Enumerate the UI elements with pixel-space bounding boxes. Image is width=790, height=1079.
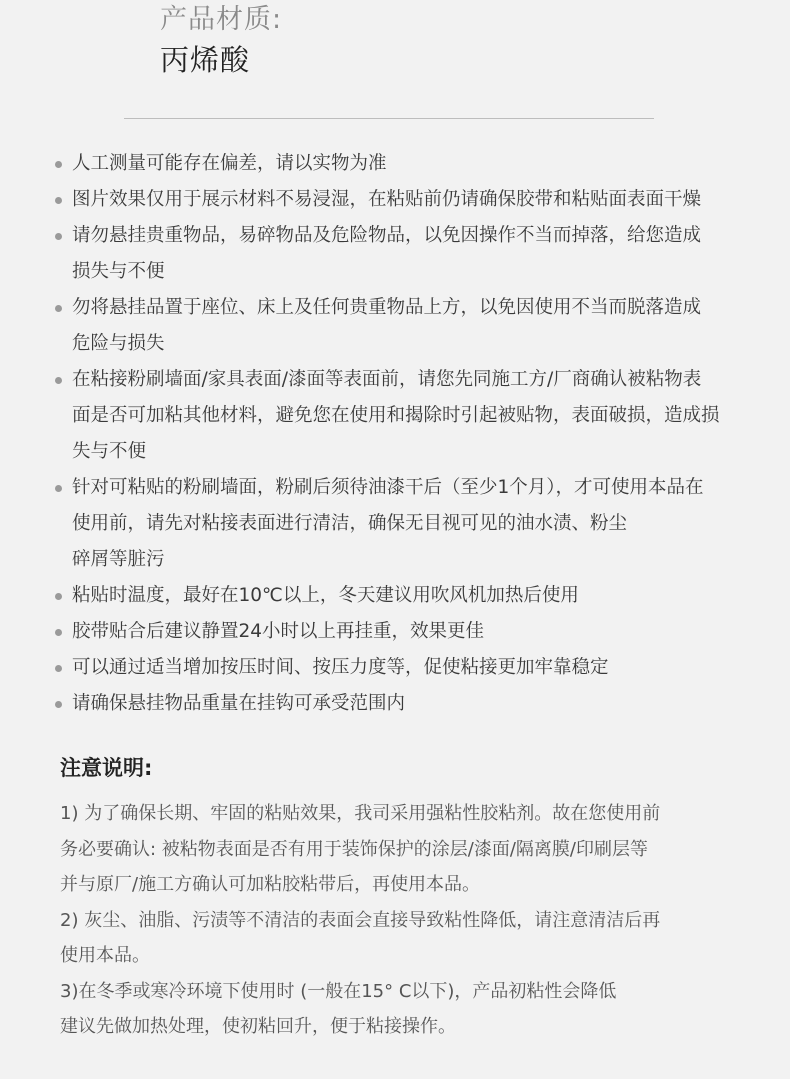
precaution-line: 请勿悬挂贵重物品，易碎物品及危险物品，以免因操作不当而掉落，给您造成 xyxy=(72,225,702,246)
precautions-list xyxy=(55,146,775,722)
precaution-line: 损失与不便 xyxy=(72,261,165,282)
material-label: 产品材质: xyxy=(160,4,283,35)
precaution-line: 危险与损失 xyxy=(72,333,165,354)
notice-line: 1) 为了确保长期、牢固的粘贴效果，我司采用强粘性胶粘剂。故在您使用前 xyxy=(60,803,661,824)
notice-line: 建议先做加热处理，使初粘回升，便于粘接操作。 xyxy=(60,1016,456,1037)
precaution-item xyxy=(55,362,775,470)
bullet-dot-icon xyxy=(55,377,62,384)
precaution-item xyxy=(55,650,775,686)
precaution-item xyxy=(55,218,775,290)
bullet-dot-icon xyxy=(55,233,62,240)
bullet-dot-icon xyxy=(55,593,62,600)
precaution-line: 可以通过适当增加按压时间、按压力度等，促使粘接更加牢靠稳定 xyxy=(72,657,609,678)
precaution-line: 请确保悬挂物品重量在挂钩可承受范围内 xyxy=(72,693,406,714)
precaution-item xyxy=(55,182,775,218)
precaution-line: 失与不便 xyxy=(72,441,147,462)
precaution-line: 针对可粘贴的粉刷墙面，粉刷后须待油漆干后（至少1个月），才可使用本品在 xyxy=(72,477,704,498)
precaution-item xyxy=(55,470,775,578)
precaution-item xyxy=(55,146,775,182)
notice-line: 务必要确认: 被粘物表面是否有用于装饰保护的涂层/漆面/隔离膜/印刷层等 xyxy=(60,838,648,860)
precaution-line: 在粘接粉刷墙面/家具表面/漆面等表面前，请您先同施工方/厂商确认被粘物表 xyxy=(72,369,702,390)
bullet-dot-icon xyxy=(55,701,62,708)
notice-body xyxy=(60,796,760,1045)
material-value: 丙烯酸 xyxy=(160,43,251,77)
section-divider xyxy=(124,118,654,119)
bullet-dot-icon xyxy=(55,665,62,672)
notice-line: 3)在冬季或寒冷环境下使用时 (一般在15° C以下)，产品初粘性会降低 xyxy=(60,980,617,1002)
precaution-item xyxy=(55,578,775,614)
notice-heading: 注意说明: xyxy=(60,756,153,780)
precaution-item xyxy=(55,614,775,650)
notice-line: 并与原厂/施工方确认可加粘胶粘带后，再使用本品。 xyxy=(60,874,481,895)
notice-line: 2) 灰尘、油脂、污渍等不清洁的表面会直接导致粘性降低，请注意清洁后再 xyxy=(60,909,661,931)
precaution-line: 面是否可加粘其他材料，避免您在使用和揭除时引起被贴物，表面破损，造成损 xyxy=(72,405,720,426)
notice-line: 使用本品。 xyxy=(60,945,150,966)
precaution-line: 人工测量可能存在偏差，请以实物为准 xyxy=(72,153,387,174)
bullet-dot-icon xyxy=(55,629,62,636)
precaution-line: 粘贴时温度，最好在10℃以上，冬天建议用吹风机加热后使用 xyxy=(72,585,579,606)
precaution-item xyxy=(55,290,775,362)
precaution-line: 勿将悬挂品置于座位、床上及任何贵重物品上方，以免因使用不当而脱落造成 xyxy=(72,297,702,318)
precaution-line: 胶带贴合后建议静置24小时以上再挂重，效果更佳 xyxy=(72,621,485,642)
precaution-item xyxy=(55,686,775,722)
bullet-dot-icon xyxy=(55,197,62,204)
precaution-line: 碎屑等脏污 xyxy=(72,549,165,570)
bullet-dot-icon xyxy=(55,161,62,168)
precaution-line: 图片效果仅用于展示材料不易浸湿，在粘贴前仍请确保胶带和粘贴面表面干燥 xyxy=(72,189,702,210)
bullet-dot-icon xyxy=(55,485,62,492)
precaution-line: 使用前，请先对粘接表面进行清洁，确保无目视可见的油水渍、粉尘 xyxy=(72,513,628,534)
bullet-dot-icon xyxy=(55,305,62,312)
